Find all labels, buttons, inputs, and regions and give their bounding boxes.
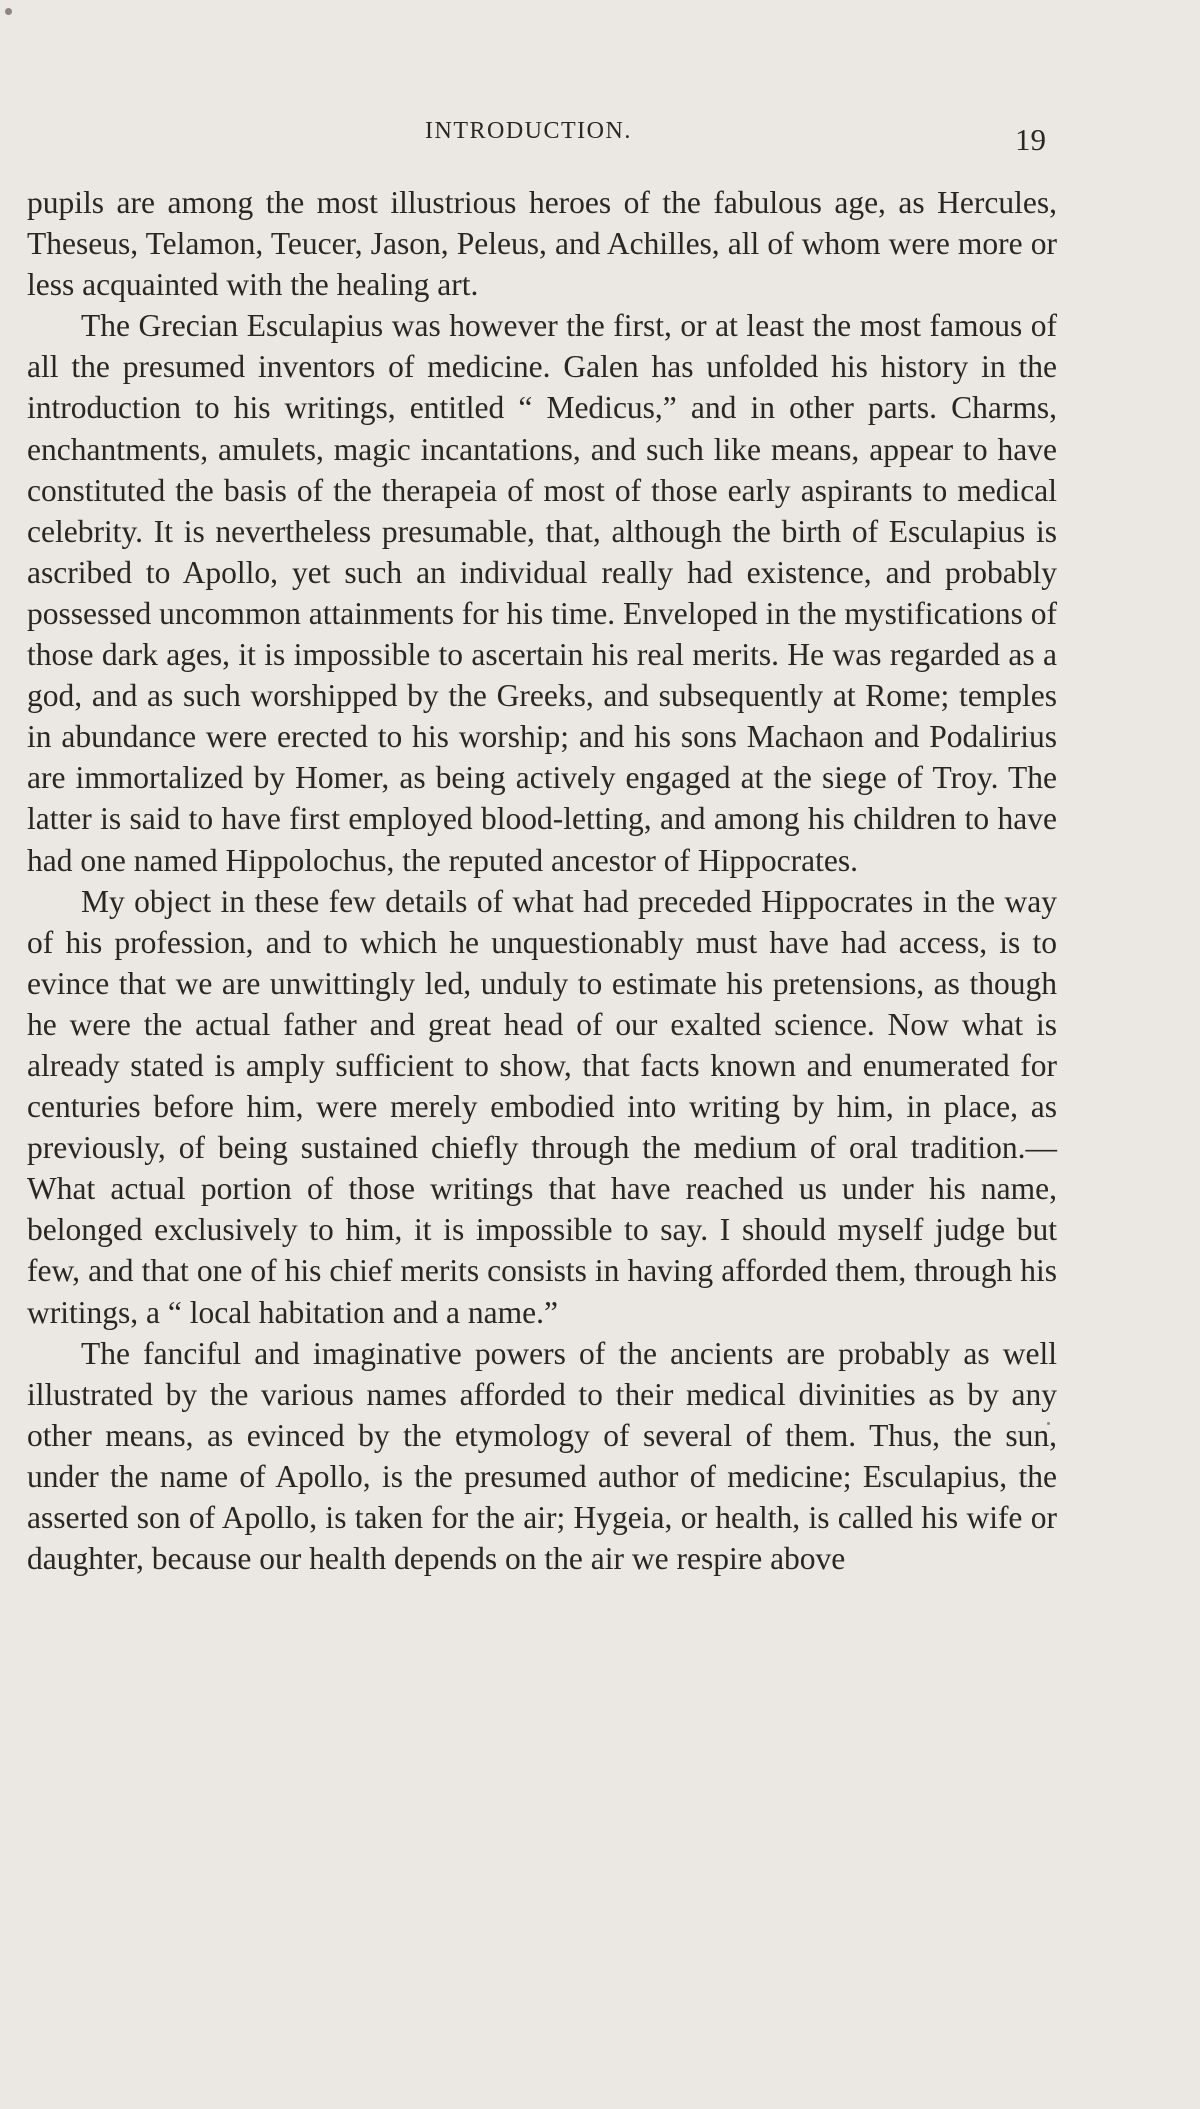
page-number: 19 (1015, 122, 1046, 157)
paragraph: My object in these few details of what had preceded Hippocrates in the way of his profession, and to which he unquestionably must have had access, is to evince that we are unwittingly led, unduly to estimate his pretensions, as though he were the actual father and great head of our exalted science. Now what is already stated is amply sufficient to show, that facts known and enumerated for centuries before him, were merely embodied into writing by him, in place, as previously, of being sustained chiefly through the medium of oral tradition.—What actual portion of those writings that have reached us under his name, belonged exclusively to him, it is impossible to say. I should myself judge but few, and that one of his chief merits consists in having afforded them, through his writings, a “ local habitation and a name.” (27, 883, 1057, 1330)
running-head (0, 118, 1200, 158)
paragraph: pupils are among the most illustrious heroes of the fabulous age, as Hercules, Theseus, Telamon, Teucer, Jason, Peleus, and Achilles, all of whom were more or less acquainted with the healing art. (27, 185, 1057, 303)
paragraph: The Grecian Esculapius was however the first, or at least the most famous of all the presumed inventors of medicine. Galen has unfolded his history in the introduction to his writings, entitled “ Medicus,” and in other parts. Charms, enchantments, amulets, magic incantations, and such like means, appear to have constituted the basis of the therapeia of most of those early aspirants to medical celebrity. It is nevertheless presumable, that, although the birth of Esculapius is ascribed to Apollo, yet such an individual really had existence, and probably possessed uncommon attainments for his time. Enveloped in the mystifications of those dark ages, it is impossible to ascertain his real merits. He was regarded as a god, and as such worshipped by the Greeks, and subsequently at Rome; temples in abundance were erected to his worship; and his sons Machaon and Podalirius are immortalized by Homer, as being actively engaged at the siege of Troy. The latter is said to have first employed blood-letting, and among his children to have had one named Hippolochus, the reputed ancestor of Hippocrates. (27, 308, 1057, 878)
body-text (27, 182, 1057, 1579)
running-head-title: INTRODUCTION. (425, 118, 632, 144)
paragraph: The fanciful and imaginative powers of the ancients are probably as well illustrated by the various names afforded to their medical divinities as by any other means, as evinced by the etymology of several of them. Thus, the sun, under the name of Apollo, is the presumed author of medicine; Esculapius, the asserted son of Apollo, is taken for the air; Hygeia, or health, is called his wife or daughter, because our health depends on the air we respire above (27, 1335, 1057, 1577)
